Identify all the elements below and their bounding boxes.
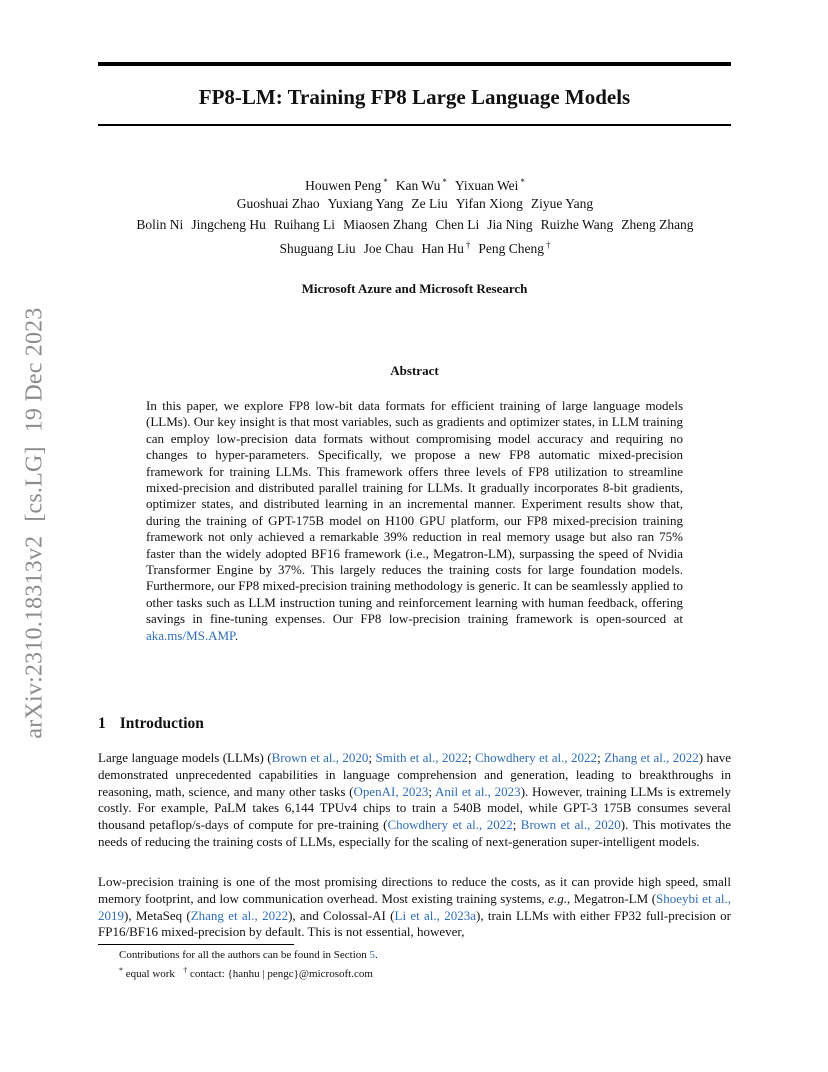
author-name: [531, 196, 593, 211]
paragraph-text: ), train LLMs with either FP32 full-precision or FP16/BF16 mixed-precision by default. This is not essential, however,: [98, 907, 731, 940]
author-name-text: Yixuan Wei: [454, 178, 519, 193]
citation-link[interactable]: OpenAI, 2023: [353, 783, 429, 799]
author-name: [274, 217, 335, 232]
code-link[interactable]: aka.ms/MS.AMP: [146, 627, 235, 643]
author-name: [305, 178, 388, 193]
citation-link[interactable]: Anil et al., 2023: [435, 783, 521, 799]
citation-link[interactable]: Brown et al., 2020: [271, 750, 369, 765]
footnote-marks: [119, 963, 378, 982]
arxiv-id: arXiv:2310.18313v2: [21, 535, 48, 739]
emphasis-text: e.g.: [548, 890, 567, 906]
author-name: [136, 217, 183, 232]
author-name: [280, 241, 356, 256]
citation-link[interactable]: Brown et al., 2020: [520, 817, 621, 833]
arxiv-date: 19 Dec 2023: [21, 307, 48, 433]
paragraph-text: ) have demonstrated unprecedented capabilities in language comprehension and generation, leading to breakthroughs in reasoning, math, science, and many other tasks (: [98, 750, 731, 799]
author-line: [60, 235, 770, 256]
section-reference-link[interactable]: 5: [369, 949, 376, 961]
section-title: Introduction: [119, 715, 204, 732]
section-heading: [98, 715, 204, 733]
author-name-text: Shuguang Liu: [279, 241, 356, 256]
author-name: [328, 196, 404, 211]
paragraph-text: , Megatron-LM (: [567, 890, 657, 906]
author-name-text: Miaosen Zhang: [343, 217, 428, 232]
paragraph-text: ). However, training LLMs is extremely costly. For example, PaLM takes 6,144 TPUv4 chips to train a 540B model, while GPT-3 175B consumes several thousand petaflop/s-days of compute for pre-training (: [98, 783, 731, 833]
author-name: [541, 217, 614, 232]
author-name-text: Ziyue Yang: [530, 196, 594, 211]
author-line: [60, 172, 770, 193]
footnote-contributions-text: Contributions for all the authors can be found in Section: [119, 949, 370, 961]
author-name-text: Houwen Peng: [305, 178, 382, 193]
author-name: [435, 217, 479, 232]
arxiv-identifier-stamp: [22, 307, 49, 738]
author-mark: *: [442, 177, 447, 187]
citation-link[interactable]: Smith et al., 2022: [375, 750, 468, 765]
author-name-text: Yifan Xiong: [455, 196, 523, 211]
section-number: 1: [98, 715, 106, 732]
footnote-contributions: [119, 947, 378, 963]
citation-link[interactable]: Chowdhery et al., 2022: [387, 817, 513, 833]
author-mark: *: [520, 177, 525, 187]
author-name: [456, 196, 523, 211]
affiliation: Microsoft Azure and Microsoft Research: [301, 281, 528, 296]
arxiv-category: [cs.LG]: [21, 446, 48, 522]
paper-title: FP8-LM: Training FP8 Large Language Models: [198, 85, 631, 109]
intro-paragraph-2: [98, 874, 731, 941]
paragraph-text: ), and Colossal-AI (: [288, 907, 395, 923]
citation-link[interactable]: Zhang et al., 2022: [604, 750, 699, 765]
author-name-text: Yuxiang Yang: [327, 196, 404, 211]
abstract-end: .: [234, 627, 239, 643]
footnote-contributions-end: .: [375, 949, 378, 961]
author-name-text: Bolin Ni: [136, 217, 184, 232]
author-name-text: Joe Chau: [363, 241, 414, 256]
paragraph-text: ;: [597, 750, 605, 765]
abstract-text: In this paper, we explore FP8 low-bit data formats for efficient training of large language models (LLMs). Our key insight is that most variables, such as gradients and optimizer states, in LLM training can employ low-precision data formats without compromising model accuracy and requiring no changes to hyper-parameters. Specifically, we propose a new FP8 automatic mixed-precision framework for training LLMs. This framework offers three levels of FP8 utilization to streamline mixed-precision and distributed parallel training for LLMs. It gradually incorporates 8-bit gradients, optimizer states, and distributed learning in an incremental manner. Experiment results show that, during the training of GPT-175B model on H100 GPU platform, our FP8 mixed-precision training framework not only achieved a remarkable 39% reduction in real memory usage but also ran 75% faster than the widely adopted BF16 framework (i.e., Megatron-LM), surpassing the speed of Nvidia Transformer Engine by 37%. This largely reduces the training costs for large foundation models. Furthermore, our FP8 mixed-precision training methodology is generic. It can be seamlessly applied to other tasks such as LLM instruction tuning and reinforcement learning with human feedback, offering savings in fine-tuning expenses. Our FP8 low-precision training framework is open-sourced at: [146, 398, 683, 627]
author-name: [411, 196, 447, 211]
author-name-text: Jia Ning: [487, 217, 533, 232]
author-name-text: Kan Wu: [395, 178, 441, 193]
author-name: [237, 196, 320, 211]
title-top-rule: [98, 62, 731, 66]
footnote-rule: [98, 944, 294, 945]
author-name-text: Guoshuai Zhao: [236, 196, 320, 211]
author-name-text: Han Hu: [421, 241, 464, 256]
paragraph-text: ;: [467, 750, 475, 765]
contact-note: contact: {hanhu | pengc}@microsoft.com: [187, 968, 373, 980]
author-name-text: Jingcheng Hu: [191, 217, 266, 232]
author-list: [60, 172, 770, 256]
author-name-text: Peng Cheng: [478, 241, 544, 256]
paragraph-text: Large language models (LLMs) (: [98, 750, 272, 765]
author-name: [422, 241, 471, 256]
author-name: [487, 217, 532, 232]
author-name: [478, 241, 550, 256]
author-mark: †: [465, 240, 471, 250]
intro-paragraph-1: [98, 750, 731, 851]
author-name: [364, 241, 414, 256]
author-name-text: Zheng Zhang: [621, 217, 694, 232]
author-name-text: Ruihang Li: [273, 217, 336, 232]
equal-work-mark: *: [119, 966, 123, 975]
paragraph-text: ). This motivates the needs of reducing the training costs of LLMs, especially for the scaling of next-generation super-intelligent models.: [98, 817, 731, 849]
equal-work-note: equal work: [123, 968, 175, 980]
author-line: [60, 193, 770, 214]
title-bottom-rule: [98, 124, 731, 126]
author-name: [191, 217, 266, 232]
author-name: [455, 178, 525, 193]
citation-link[interactable]: Chowdhery et al., 2022: [474, 750, 598, 765]
author-name: [396, 178, 447, 193]
abstract-heading: Abstract: [390, 363, 439, 378]
abstract-body: [146, 398, 683, 644]
paragraph-text: ;: [368, 750, 376, 765]
contact-mark: †: [183, 966, 188, 975]
paragraph-text: Low-precision training is one of the most promising directions to reduce the costs, as it can provide high speed, small memory footprint, and low communication overhead. Most existing training systems,: [98, 874, 731, 906]
author-name: [343, 217, 427, 232]
author-mark: *: [383, 177, 388, 187]
author-name-text: Ze Liu: [411, 196, 448, 211]
author-name-text: Chen Li: [435, 217, 480, 232]
paragraph-text: ), MetaSeq (: [124, 907, 191, 923]
citation-link[interactable]: Li et al., 2023a: [394, 907, 476, 923]
author-name-text: Ruizhe Wang: [540, 217, 614, 232]
citation-link[interactable]: Shoeybi et al., 2019: [98, 890, 731, 923]
paragraph-text: ;: [512, 817, 521, 833]
author-line: [60, 214, 770, 235]
citation-link[interactable]: Zhang et al., 2022: [190, 907, 289, 923]
author-mark: †: [546, 240, 551, 250]
paragraph-text: ;: [428, 783, 436, 799]
footnotes: [119, 947, 378, 982]
author-name: [621, 217, 693, 232]
